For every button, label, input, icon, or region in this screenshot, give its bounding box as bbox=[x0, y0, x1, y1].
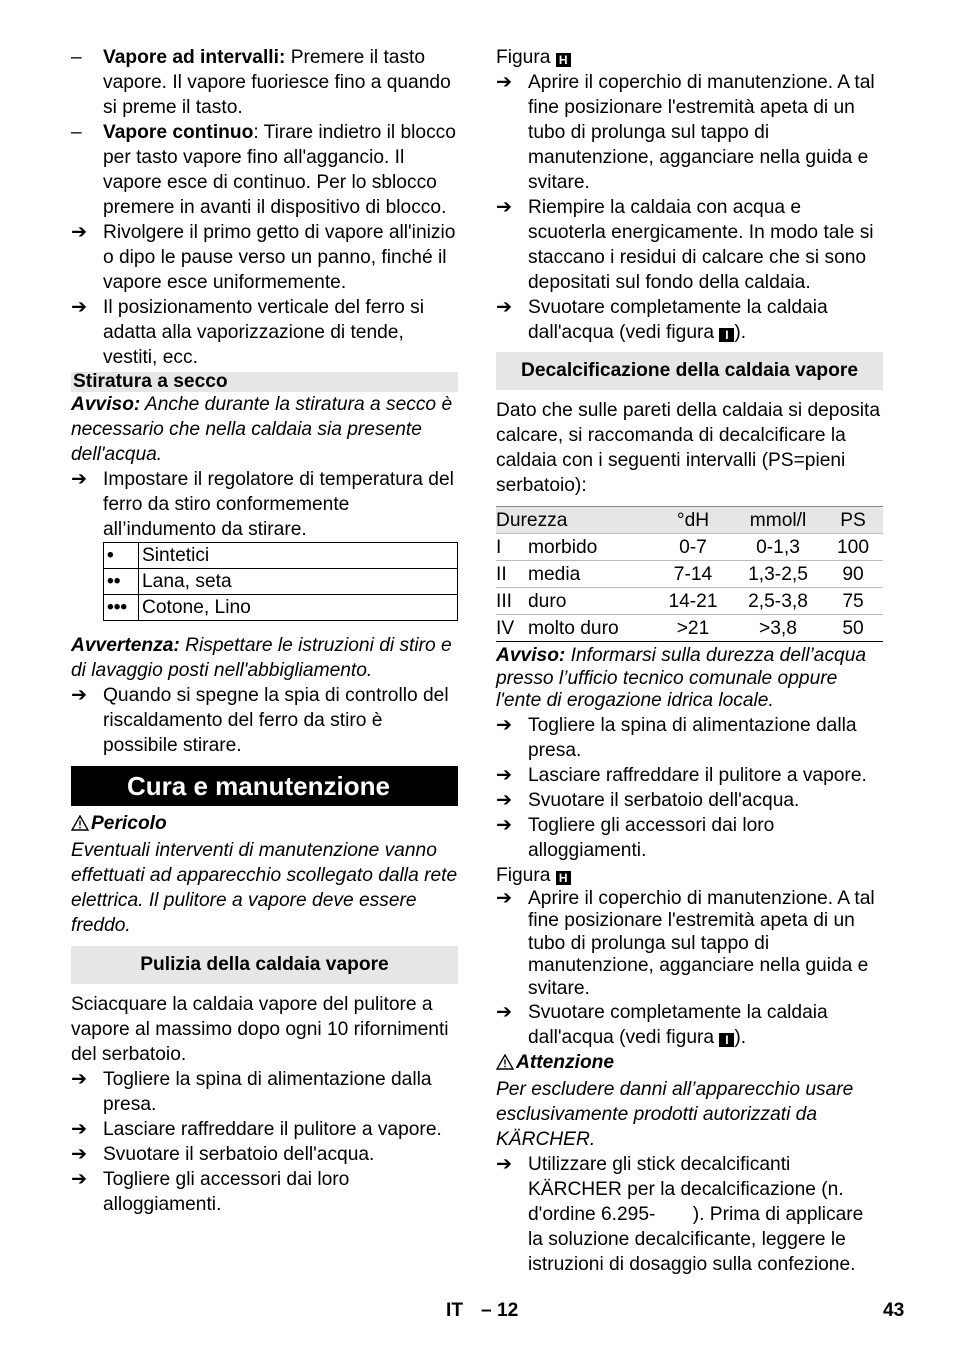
notice-label: Avviso: bbox=[71, 394, 141, 415]
arrow-item-text: Aprire il coperchio di manutenzione. A tal fine posizionare l'estremità apeta di un tubo di prolunga sul tappo di manutenzione, agganciare nella guida e svitare. bbox=[528, 72, 875, 193]
arrow-icon: ➔ bbox=[496, 72, 513, 93]
arrow-icon: ➔ bbox=[71, 222, 88, 243]
subheading-descaling: Decalcificazione della caldaia vapore bbox=[496, 352, 883, 390]
arrow-icon: ➔ bbox=[496, 764, 513, 786]
arrow-item bbox=[496, 1000, 883, 1050]
table-cell: 0-7 bbox=[653, 534, 733, 561]
table-row bbox=[104, 595, 458, 621]
arrow-icon: ➔ bbox=[71, 1069, 88, 1090]
subheading-dry-ironing: Stiratura a secco bbox=[71, 372, 458, 392]
column-header: Durezza bbox=[496, 507, 653, 534]
table-cell: I bbox=[496, 534, 528, 561]
temperature-dots: • bbox=[104, 543, 139, 569]
caution-text: Rispettare le istruzioni di stiro e di lavaggio posti nell'abbigliamento. bbox=[71, 635, 452, 681]
arrow-item bbox=[71, 1117, 458, 1142]
arrow-item bbox=[496, 1152, 883, 1277]
table-row bbox=[496, 561, 883, 588]
arrow-icon: ➔ bbox=[71, 469, 88, 490]
fabric-label: Lana, seta bbox=[139, 569, 458, 595]
arrow-item-text: Svuotare completamente la caldaia dall'acqua (vedi figura bbox=[528, 297, 828, 343]
figure-letter-badge: I bbox=[719, 328, 734, 342]
arrow-item-text: Togliere gli accessori dai loro alloggiamenti. bbox=[103, 1169, 350, 1215]
table-row bbox=[496, 588, 883, 615]
paragraph: Sciacquare la caldaia vapore del pulitore a vapore al massimo dopo ogni 10 rifornimenti del serbatoio. bbox=[71, 994, 449, 1065]
arrow-item-text: Aprire il coperchio di manutenzione. A tal fine posizionare l'estremità apeta di un tubo di prolunga sul tappo di manutenzione, agganciare nella guida e svitare. bbox=[528, 887, 875, 999]
arrow-item bbox=[71, 1067, 458, 1117]
subheading-boiler-cleaning: Pulizia della caldaia vapore bbox=[71, 946, 458, 984]
arrow-icon: ➔ bbox=[71, 685, 88, 706]
arrow-icon: ➔ bbox=[71, 1169, 88, 1190]
table-row bbox=[104, 569, 458, 595]
notice-text: Informarsi sulla durezza dell’acqua presso l’ufficio tecnico comunale oppure l'ente di erogazione idrica locale. bbox=[496, 645, 867, 711]
temperature-dots: •• bbox=[104, 569, 139, 595]
arrow-item bbox=[71, 220, 458, 295]
arrow-item-text: Svuotare completamente la caldaia dall'acqua (vedi figura bbox=[528, 1002, 828, 1048]
arrow-item-text: Togliere gli accessori dai loro alloggiamenti. bbox=[528, 814, 775, 861]
table-cell: II bbox=[496, 561, 528, 588]
arrow-item-text: Rivolgere il primo getto di vapore all'inizio o dipo le pause verso un panno, finché il vapore esce uniformemente. bbox=[103, 222, 456, 293]
table-cell: 14-21 bbox=[653, 588, 733, 615]
arrow-item bbox=[71, 1167, 458, 1217]
attention-text: Per escludere danni all’apparecchio usare esclusivamente prodotti autorizzati da KÄRCHER. bbox=[496, 1079, 854, 1150]
section-title: Cura e manutenzione bbox=[71, 766, 458, 806]
warning-triangle-icon bbox=[496, 1052, 516, 1077]
footer-section-page: – 12 bbox=[481, 1300, 519, 1321]
arrow-item-text: Quando si spegne la spia di controllo del riscaldamento del ferro da stiro è possibile stirare. bbox=[103, 685, 449, 756]
danger-label: Pericolo bbox=[91, 813, 167, 834]
page-number: 43 bbox=[883, 1300, 905, 1321]
arrow-item-text: Impostare il regolatore di temperatura del ferro da stiro conformemente all’indumento da stirare. bbox=[103, 469, 454, 540]
paragraph: Dato che sulle pareti della caldaia si deposita calcare, si raccomanda di decalcificare la caldaia con i seguenti intervalli (PS=pieni serbatoio): bbox=[496, 400, 880, 496]
arrow-item-text: Utilizzare gli stick decalcificanti KÄRCHER per la decalcificazione (n. d'ordine 6.295- ). Prima di applicare la soluzione decalcificante, leggere le istruzioni di dosaggio sulla confezione. bbox=[528, 1154, 869, 1275]
warning-triangle-icon bbox=[71, 813, 91, 838]
notice-label: Avviso: bbox=[496, 645, 566, 666]
temperature-dots: ••• bbox=[104, 595, 139, 621]
arrow-icon: ➔ bbox=[496, 714, 513, 736]
table-row bbox=[496, 534, 883, 561]
arrow-item-text: Svuotare il serbatoio dell'acqua. bbox=[528, 789, 800, 811]
table-cell: >21 bbox=[653, 615, 733, 642]
footer-language: IT bbox=[446, 1300, 464, 1321]
table-cell: 0-1,3 bbox=[733, 534, 823, 561]
table-cell: 1,3-2,5 bbox=[733, 561, 823, 588]
arrow-item-text: Svuotare il serbatoio dell'acqua. bbox=[103, 1144, 375, 1165]
dash-item bbox=[71, 45, 458, 120]
dash-item bbox=[71, 120, 458, 220]
arrow-icon: ➔ bbox=[496, 197, 513, 218]
table-row bbox=[104, 543, 458, 569]
table-cell: duro bbox=[528, 588, 653, 615]
arrow-item-text: Togliere la spina di alimentazione dalla presa. bbox=[103, 1069, 432, 1115]
notice bbox=[496, 645, 883, 713]
arrow-item-text: Lasciare raffreddare il pulitore a vapore. bbox=[103, 1119, 442, 1140]
dash-bullet: – bbox=[71, 47, 82, 68]
left-column bbox=[71, 45, 458, 1217]
figure-letter-badge: H bbox=[556, 871, 571, 885]
figure-label: Figura bbox=[496, 864, 551, 886]
table-cell: III bbox=[496, 588, 528, 615]
arrow-item bbox=[496, 813, 883, 863]
notice bbox=[71, 392, 458, 467]
arrow-item bbox=[496, 888, 883, 1001]
column-header: °dH bbox=[653, 507, 733, 534]
column-header: mmol/l bbox=[733, 507, 823, 534]
arrow-icon: ➔ bbox=[71, 1119, 88, 1140]
figure-letter-badge: I bbox=[719, 1033, 734, 1047]
dash-item-text: : Tirare indietro il blocco per tasto vapore fino all'aggancio. Il vapore esce di continuo. Per lo sblocco premere in avanti il dispositivo di blocco. bbox=[103, 122, 456, 218]
arrow-icon: ➔ bbox=[496, 1154, 513, 1175]
arrow-icon: ➔ bbox=[496, 297, 513, 318]
arrow-item bbox=[496, 713, 883, 763]
table-cell: 75 bbox=[823, 588, 883, 615]
arrow-item-text: Riempire la caldaia con acqua e scuoterla energicamente. In modo tale si staccano i residui di calcare che si sono depositati sul fondo della caldaia. bbox=[528, 197, 874, 293]
right-column bbox=[496, 45, 883, 1277]
dash-item-label: Vapore ad intervalli: bbox=[103, 47, 286, 68]
arrow-item-text: Lasciare raffreddare il pulitore a vapore. bbox=[528, 764, 867, 786]
table-cell: 2,5-3,8 bbox=[733, 588, 823, 615]
dash-item-label: Vapore continuo bbox=[103, 122, 254, 143]
arrow-item bbox=[71, 295, 458, 370]
arrow-item bbox=[71, 683, 458, 758]
arrow-item-text: ). bbox=[734, 322, 747, 343]
caution bbox=[71, 633, 458, 683]
arrow-item bbox=[71, 467, 458, 542]
arrow-item bbox=[496, 763, 883, 788]
arrow-icon: ➔ bbox=[496, 1002, 513, 1023]
danger-text: Eventuali interventi di manutenzione vanno effettuati ad apparecchio scollegato dalla rete elettrica. Il pulitore a vapore deve essere freddo. bbox=[71, 840, 458, 936]
water-hardness-table bbox=[496, 506, 883, 642]
table-cell: 90 bbox=[823, 561, 883, 588]
danger-heading bbox=[71, 811, 458, 838]
arrow-item bbox=[496, 70, 883, 195]
table-cell: 50 bbox=[823, 615, 883, 642]
fabric-label: Cotone, Lino bbox=[139, 595, 458, 621]
arrow-icon: ➔ bbox=[496, 814, 513, 836]
table-header-row bbox=[496, 507, 883, 534]
table-cell: morbido bbox=[528, 534, 653, 561]
arrow-item-text: Togliere la spina di alimentazione dalla presa. bbox=[528, 714, 857, 761]
arrow-item-text: Il posizionamento verticale del ferro si adatta alla vaporizzazione di tende, vestiti, ecc. bbox=[103, 297, 425, 368]
table-cell: >3,8 bbox=[733, 615, 823, 642]
table-cell: molto duro bbox=[528, 615, 653, 642]
column-header: PS bbox=[823, 507, 883, 534]
table-cell: 7-14 bbox=[653, 561, 733, 588]
table-cell: media bbox=[528, 561, 653, 588]
arrow-item bbox=[71, 1142, 458, 1167]
figure-label: Figura bbox=[496, 47, 551, 68]
attention-heading bbox=[496, 1050, 883, 1077]
ironing-temperature-table bbox=[103, 542, 458, 621]
arrow-item bbox=[496, 195, 883, 295]
notice-text: Anche durante la stiratura a secco è necessario che nella caldaia sia presente dell'acqua. bbox=[71, 394, 453, 465]
figure-letter-badge: H bbox=[556, 53, 571, 67]
table-cell: IV bbox=[496, 615, 528, 642]
attention-label: Attenzione bbox=[516, 1052, 615, 1073]
table-cell: 100 bbox=[823, 534, 883, 561]
arrow-item-text: ). bbox=[734, 1027, 747, 1048]
dash-item-text: Premere il tasto vapore. Il vapore fuoriesce fino a quando si preme il tasto. bbox=[103, 47, 451, 118]
arrow-icon: ➔ bbox=[71, 1144, 88, 1165]
arrow-item bbox=[496, 295, 883, 345]
dash-bullet: – bbox=[71, 122, 82, 143]
arrow-icon: ➔ bbox=[71, 297, 88, 318]
figure-reference bbox=[496, 863, 883, 888]
figure-reference bbox=[496, 45, 883, 70]
arrow-item bbox=[496, 788, 883, 813]
arrow-icon: ➔ bbox=[496, 789, 513, 811]
caution-label: Avvertenza: bbox=[71, 635, 180, 656]
table-row bbox=[496, 615, 883, 642]
fabric-label: Sintetici bbox=[139, 543, 458, 569]
arrow-icon: ➔ bbox=[496, 887, 513, 909]
